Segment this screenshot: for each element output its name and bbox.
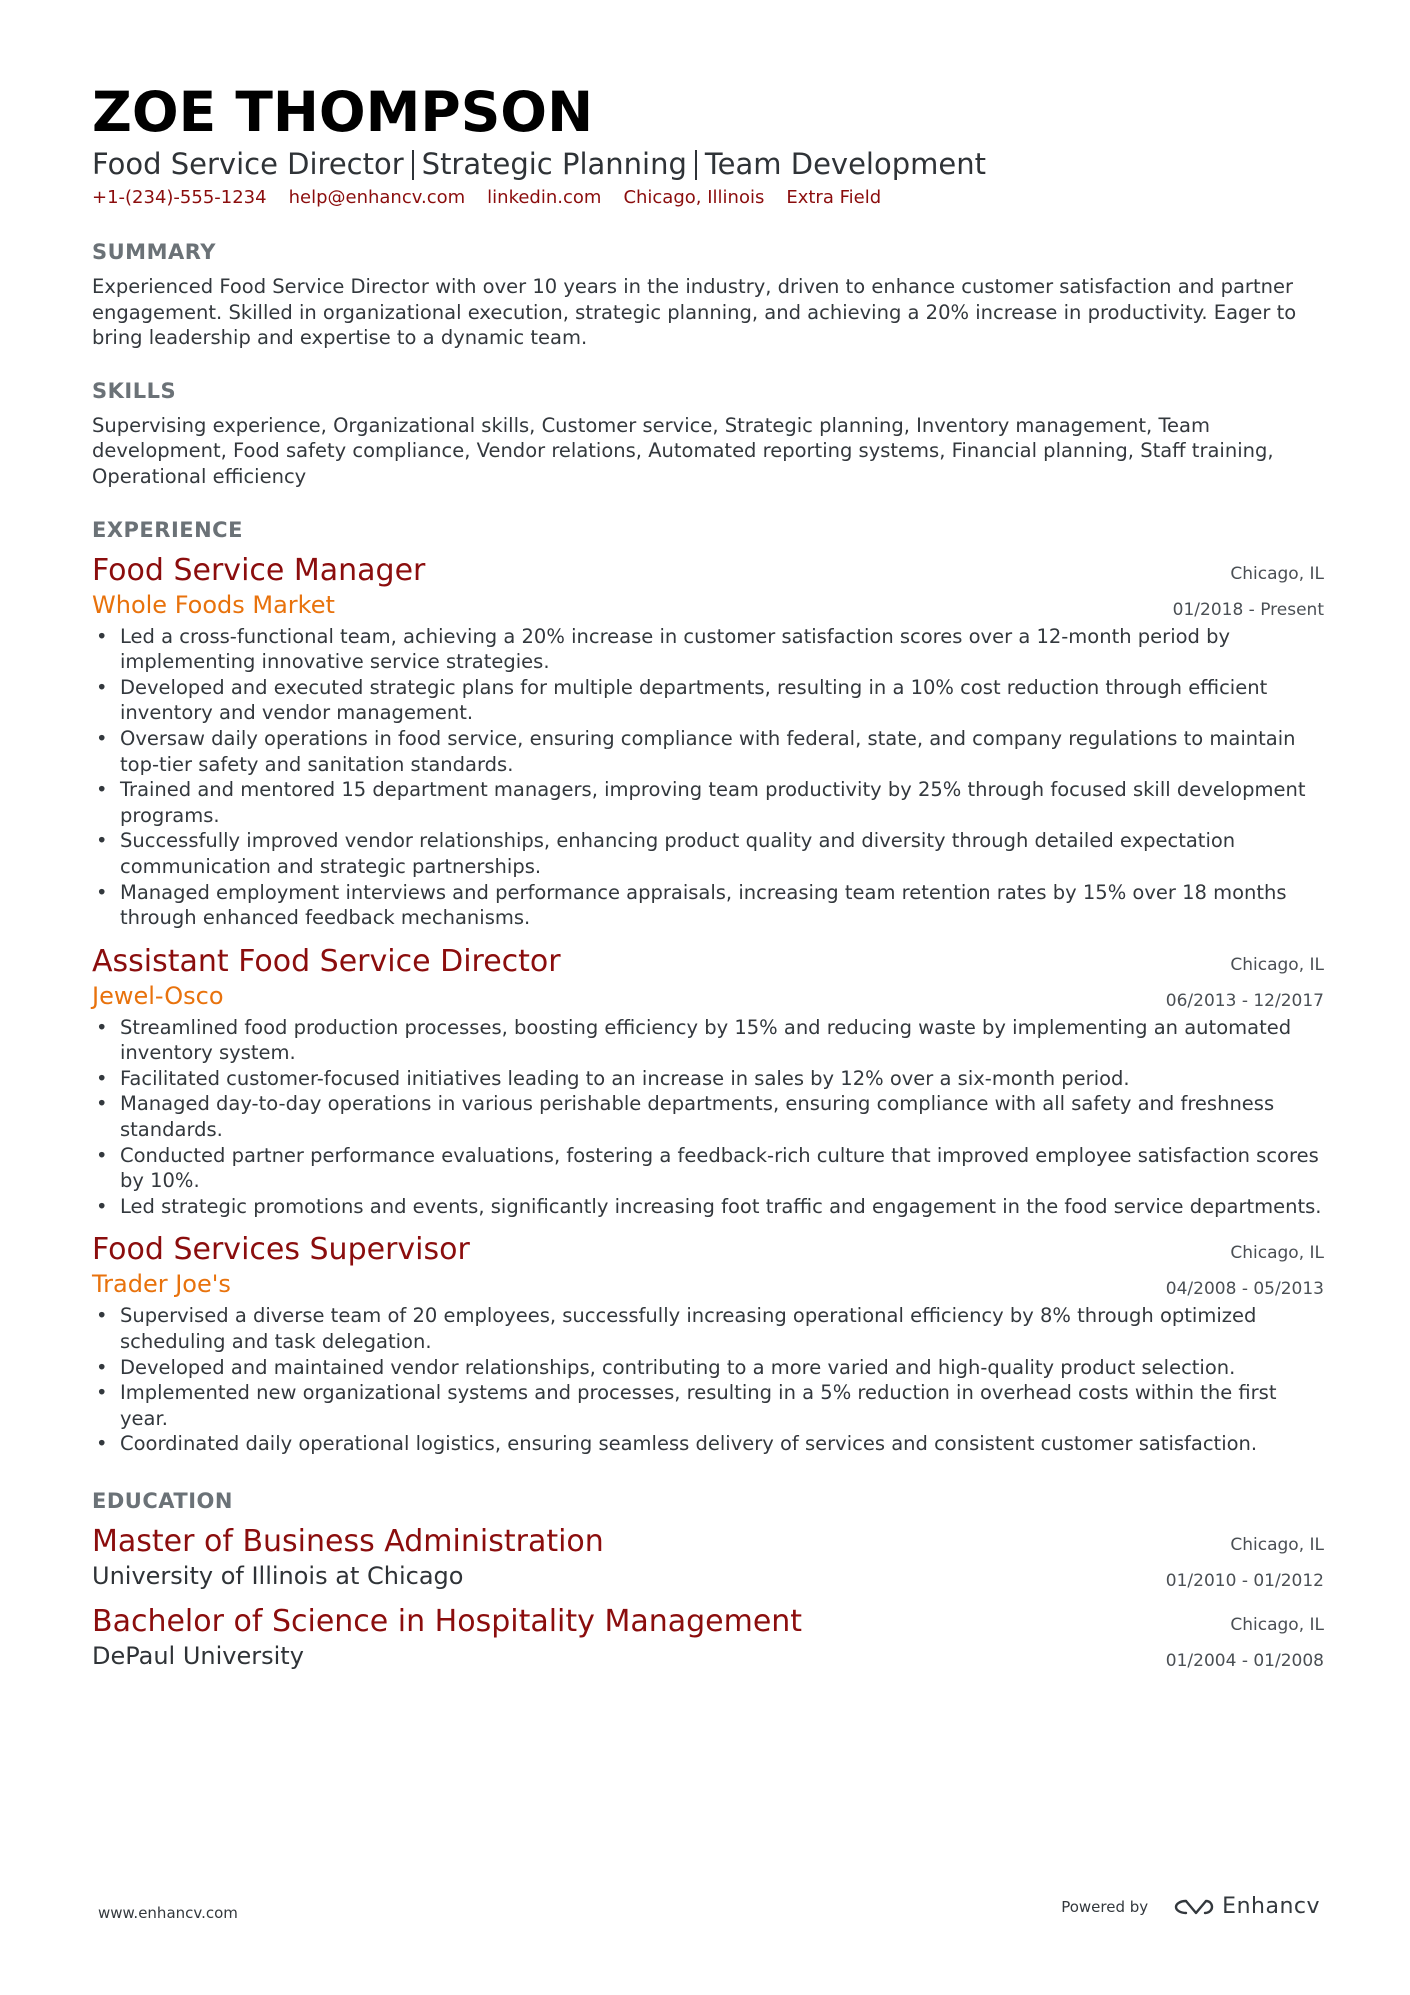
section-title: SUMMARY: [92, 240, 216, 264]
entry-dates: 01/2018 - Present: [1172, 599, 1324, 620]
powered-by-label: Powered by: [1061, 1897, 1149, 1916]
bullet-item: • Facilitated customer-focused initiatives leading to an increase in sales by 12% over a six-month period.: [92, 1066, 1324, 1092]
experience-entry: [92, 1231, 1324, 1457]
entry-location: Chicago, IL: [1230, 954, 1324, 975]
bullet-item: • Implemented new organizational systems and processes, resulting in a 5% reduction in overhead costs within the first year.: [92, 1380, 1324, 1431]
entry-dates: 01/2004 - 01/2008: [1165, 1651, 1324, 1671]
section-title: SKILLS: [92, 378, 177, 403]
headline-divider: [412, 150, 414, 180]
entry-dates: 06/2013 - 12/2017: [1165, 990, 1324, 1011]
bullet-item: • Coordinated daily operational logistics, ensuring seamless delivery of services and consistent customer satisfaction.: [92, 1431, 1324, 1457]
entry-dates: 01/2010 - 01/2012: [1165, 1571, 1324, 1591]
headline-title: Food Service Director: [92, 147, 404, 181]
experience-entry: [92, 943, 1324, 1220]
experience-entry: [92, 552, 1324, 931]
headline-focus-2: Team Development: [704, 147, 986, 181]
education-entry: [92, 1523, 1324, 1591]
job-title: Assistant Food Service Director: [92, 943, 561, 979]
bullet-item: • Conducted partner performance evaluations, fostering a feedback-rich culture that improved employee satisfaction scores by 10%.: [92, 1143, 1324, 1194]
degree-title: Master of Business Administration: [92, 1524, 604, 1559]
summary-text: Experienced Food Service Director with over 10 years in the industry, driven to enhance customer satisfaction and partner engagement. Skilled in organizational execution, strategic planning, and achieving a 20% increase in productivity. Eager to bring leadership and expertise to a dynamic team.: [92, 275, 1297, 350]
entry-location: Chicago, IL: [1230, 1243, 1324, 1264]
section-title: EDUCATION: [92, 1489, 233, 1513]
bullet-item: • Developed and executed strategic plans for multiple departments, resulting in a 10% cost reduction through efficient inventory and vendor management.: [92, 675, 1324, 726]
entry-meta: [1166, 1235, 1324, 1307]
degree-title: Bachelor of Science in Hospitality Management: [92, 1604, 803, 1639]
skills-section: [92, 377, 1324, 490]
headline-focus-1: Strategic Planning: [421, 147, 687, 181]
entry-dates: 04/2008 - 05/2013: [1165, 1279, 1324, 1300]
bullet-list: [92, 624, 1324, 931]
company-name: Whole Foods Market: [92, 590, 335, 619]
contact-extra: Extra Field: [786, 187, 882, 208]
entry-meta: [1173, 556, 1324, 628]
brand-name: Enhancv: [1222, 1894, 1320, 1919]
bullet-item: • Led a cross-functional team, achieving a 20% increase in customer satisfaction scores over a 12-month period by implementing innovative service strategies.: [92, 624, 1324, 675]
resume-page: [92, 80, 1324, 1671]
skills-text: Supervising experience, Organizational skills, Customer service, Strategic planning, Inventory management, Team development, Food safety compliance, Vendor relations, Automated reporting systems, Financial planning, Staff training, Operational efficiency: [92, 413, 1274, 488]
bullet-item: • Led strategic promotions and events, significantly increasing foot traffic and engagement in the food service departments.: [92, 1194, 1324, 1220]
entry-location: Chicago, IL: [1230, 563, 1324, 584]
footer-website[interactable]: www.enhancv.com: [98, 1904, 238, 1922]
contact-bar: [92, 186, 1324, 210]
entry-meta: [1166, 947, 1324, 1019]
bullet-item: • Trained and mentored 15 department managers, improving team productivity by 25% through focused skill development programs.: [92, 777, 1324, 828]
footer-branding: [1061, 1894, 1320, 1919]
entry-location: Chicago, IL: [1230, 1535, 1324, 1555]
contact-email[interactable]: help@enhancv.com: [288, 187, 466, 208]
contact-linkedin[interactable]: linkedin.com: [487, 187, 602, 208]
entry-meta: [1166, 1607, 1324, 1679]
education-entry: [92, 1603, 1324, 1671]
experience-section: [92, 516, 1324, 1457]
bullet-list: [92, 1303, 1324, 1457]
contact-phone[interactable]: +1-(234)-555-1234: [92, 187, 267, 208]
company-name: Jewel-Osco: [92, 981, 224, 1010]
school-name: DePaul University: [92, 1642, 304, 1670]
education-section: [92, 1487, 1324, 1671]
summary-section: [92, 238, 1324, 351]
enhancv-logo-icon: [1172, 1895, 1216, 1919]
entry-location: Chicago, IL: [1230, 1615, 1324, 1635]
brand-logo[interactable]: [1172, 1894, 1320, 1919]
contact-location: Chicago, Illinois: [623, 187, 765, 208]
bullet-list: [92, 1015, 1324, 1220]
company-name: Trader Joe's: [92, 1270, 231, 1299]
headline-divider: [695, 150, 697, 180]
section-title: EXPERIENCE: [92, 517, 243, 542]
bullet-item: • Developed and maintained vendor relationships, contributing to a more varied and high-quality product selection.: [92, 1355, 1324, 1381]
candidate-name: ZOE THOMPSON: [92, 80, 594, 144]
job-title: Food Services Supervisor: [92, 1232, 470, 1268]
entry-meta: [1166, 1527, 1324, 1599]
bullet-item: • Streamlined food production processes, boosting efficiency by 15% and reducing waste by implementing an automated inventory system.: [92, 1015, 1324, 1066]
bullet-item: • Oversaw daily operations in food service, ensuring compliance with federal, state, and company regulations to maintain top-tier safety and sanitation standards.: [92, 726, 1324, 777]
job-title: Food Service Manager: [92, 552, 426, 588]
bullet-item: • Managed employment interviews and performance appraisals, increasing team retention rates by 15% over 18 months through enhanced feedback mechanisms.: [92, 880, 1324, 931]
school-name: University of Illinois at Chicago: [92, 1562, 464, 1590]
bullet-item: • Supervised a diverse team of 20 employees, successfully increasing operational efficiency by 8% through optimized scheduling and task delegation.: [92, 1303, 1324, 1354]
headline: [92, 146, 1324, 182]
bullet-item: • Managed day-to-day operations in various perishable departments, ensuring compliance with all safety and freshness standards.: [92, 1091, 1324, 1142]
bullet-item: • Successfully improved vendor relationships, enhancing product quality and diversity through detailed expectation communication and strategic partnerships.: [92, 828, 1324, 879]
